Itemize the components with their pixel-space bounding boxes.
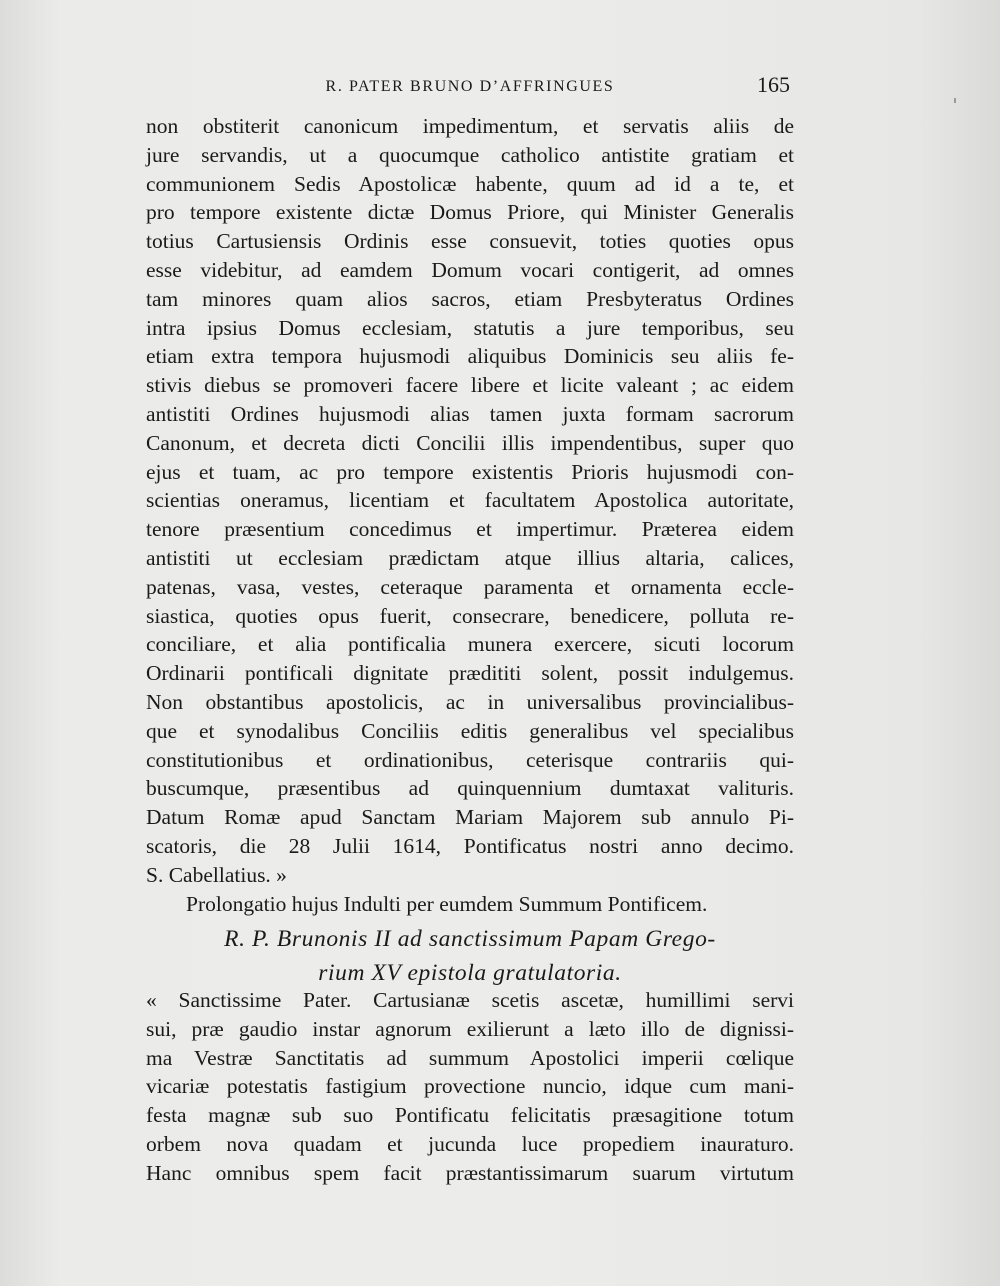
body-line: scientias oneramus, licentiam et facultatem Apostolica autoritate,: [146, 488, 794, 513]
section-heading-line-2: rium XV epistola gratulatoria.: [318, 960, 622, 986]
letter-line: vicariæ potestatis fastigium provectione nuncio, idque cum mani-: [146, 1074, 794, 1099]
section-heading-line-1: R. P. Brunonis II ad sanctissimum Papam Grego-: [224, 926, 716, 952]
letter-line: Hanc omnibus spem facit præstantissimarum suarum virtutum: [146, 1160, 794, 1185]
body-line: scatoris, die 28 Julii 1614, Pontificatus nostri anno decimo.: [146, 833, 794, 858]
page-number: 165: [757, 72, 790, 97]
letter-line: orbem nova quadam et jucunda luce propediem inauraturo.: [146, 1131, 794, 1156]
body-line: tam minores quam alios sacros, etiam Presbyteratus Ordines: [146, 286, 794, 311]
body-line: patenas, vasa, vestes, ceteraque paramenta et ornamenta eccle-: [146, 574, 794, 599]
body-line: intra ipsius Domus ecclesiam, statutis a jure temporibus, seu: [146, 315, 794, 340]
body-line: ejus et tuam, ac pro tempore existentis Prioris hujusmodi con-: [146, 459, 794, 484]
body-line: antistiti Ordines hujusmodi alias tamen juxta formam sacrorum: [146, 401, 794, 426]
body-text: [146, 112, 794, 918]
body-line: stivis diebus se promoveri facere libere et licite valeant ; ac eidem: [146, 373, 794, 398]
body-line: conciliare, et alia pontificalia munera exercere, sicuti locorum: [146, 632, 794, 657]
body-line: totius Cartusiensis Ordinis esse consuevit, toties quoties opus: [146, 229, 794, 254]
body-line: siastica, quoties opus fuerit, consecrare, benedicere, polluta re-: [146, 603, 794, 628]
letter-line: festa magnæ sub suo Pontificatu felicitatis præsagitione totum: [146, 1103, 794, 1128]
body-line: Datum Romæ apud Sanctam Mariam Majorem sub annulo Pi-: [146, 805, 794, 830]
body-line: esse videbitur, ad eamdem Domum vocari contigerit, ad omnes: [146, 257, 794, 282]
letter-text: [146, 986, 794, 1188]
body-line: Ordinarii pontificali dignitate prædititi solent, possit indulgemus.: [146, 661, 794, 686]
page-speck: [954, 98, 956, 103]
body-line: constitutionibus et ordinationibus, ceterisque contrariis qui-: [146, 747, 794, 772]
body-line: non obstiterit canonicum impedimentum, et servatis aliis de: [146, 114, 794, 138]
running-title: R. PATER BRUNO D’AFFRINGUES: [325, 78, 615, 95]
body-line: etiam extra tempora hujusmodi aliquibus Dominicis seu aliis fe-: [146, 344, 794, 369]
body-line: Canonum, et decreta dicti Concilii illis impendentibus, super quo: [146, 430, 794, 455]
body-line-prolongatio: Prolongatio hujus Indulti per eumdem Summum Pontificem.: [186, 891, 708, 916]
body-line: communionem Sedis Apostolicæ habente, quum ad id a te, et: [146, 171, 794, 196]
body-line: pro tempore existente dictæ Domus Priore, qui Minister Generalis: [146, 200, 794, 225]
body-line: que et synodalibus Conciliis editis generalibus vel specialibus: [146, 718, 794, 743]
letter-line: ma Vestræ Sanctitatis ad summum Apostolici imperii cœlique: [146, 1045, 794, 1070]
body-line: tenore præsentium concedimus et impertimur. Præterea eidem: [146, 517, 794, 542]
body-line: jure servandis, ut a quocumque catholico antistite gratiam et: [146, 142, 794, 167]
body-line: buscumque, præsentibus ad quinquennium dumtaxat valituris.: [146, 776, 794, 801]
body-line: Non obstantibus apostolicis, ac in universalibus provincialibus-: [146, 689, 794, 714]
letter-line: sui, præ gaudio instar agnorum exilierunt a læto illo de dignissi-: [146, 1016, 794, 1041]
section-heading: [146, 922, 794, 990]
letter-line: « Sanctissime Pater. Cartusianæ scetis ascetæ, humillimi servi: [146, 988, 794, 1012]
body-line-signature: S. Cabellatius. »: [146, 862, 287, 887]
body-line: antistiti ut ecclesiam prædictam atque illius altaria, calices,: [146, 545, 794, 570]
running-head: [146, 72, 794, 102]
